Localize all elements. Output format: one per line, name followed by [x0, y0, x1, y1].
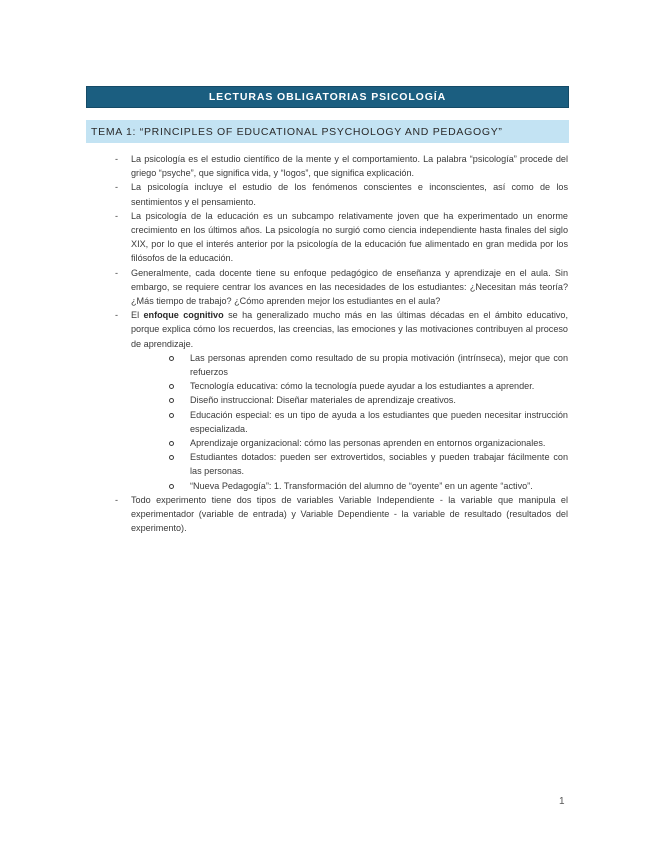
list-item-text: Generalmente, cada docente tiene su enfoque pedagógico de enseñanza y aprendizaje en el aula. Sin embargo, se requiere centrar los avances en las necesidades de los estudiantes: ¿Necesitan más teoría? ¿Más tiempo de trabajo? ¿Cómo aprenden mejor los estudiantes en el aula? — [131, 267, 568, 307]
page-number: 1 — [559, 796, 565, 807]
list-item-text: La psicología de la educación es un subcampo relativamente joven que ha experimentado un enorme crecimiento en los últimos años. La psicología no surgió como ciencia independiente hasta finales del siglo XIX, por lo que el interés anterior por la psicología de la educación fue alimentado en gran medida por los filósofos de la educación. — [131, 210, 568, 264]
sub-list-item-text: Aprendizaje organizacional: cómo las personas aprenden en entornos organizacionales. — [190, 438, 546, 449]
sub-list-item-text: Las personas aprenden como resultado de su propia motivación (intrínseca), mejor que con refuerzos — [190, 352, 568, 378]
list-item — [110, 209, 568, 266]
topic-heading: TEMA 1: “PRINCIPLES OF EDUCATIONAL PSYCHOLOGY AND PEDAGOGY” — [91, 125, 503, 138]
dash-bullet-icon: - — [115, 267, 119, 278]
dash-bullet-icon: - — [115, 494, 119, 505]
title-banner — [86, 86, 569, 108]
sub-bullet-list — [131, 351, 568, 493]
list-item — [110, 180, 568, 208]
dash-bullet-icon: - — [115, 154, 119, 164]
sub-list-item-text: “Nueva Pedagogía”: 1. Transformación del alumno de “oyente” en un agente “activo”. — [190, 480, 533, 491]
circle-bullet-icon — [169, 398, 174, 403]
sub-list-item — [168, 408, 568, 436]
list-item-text: Todo experimento tiene dos tipos de variables Variable Independiente - la variable que manipula el experimentador (variable de entrada) y Variable Dependiente - la variable de resultado (resultados del experimento). — [131, 494, 568, 534]
sub-list-item-text: Educación especial: es un tipo de ayuda a los estudiantes que pueden necesitar instrucción especializada. — [190, 409, 568, 434]
circle-bullet-icon — [169, 384, 174, 389]
dash-bullet-icon: - — [115, 182, 119, 193]
list-item-text-prefix: El — [131, 310, 144, 321]
dash-bullet-icon: - — [115, 210, 119, 221]
circle-bullet-icon — [169, 356, 174, 361]
sub-list-item — [168, 450, 568, 478]
list-item-text: La psicología incluye el estudio de los fenómenos conscientes e inconscientes, así como de los sentimientos y el pensamiento. — [131, 182, 568, 207]
sub-list-item-text: Tecnología educativa: cómo la tecnología puede ayudar a los estudiantes a aprender. — [190, 381, 535, 392]
sub-list-item-text: Diseño instruccional: Diseñar materiales de aprendizaje creativos. — [190, 395, 456, 406]
circle-bullet-icon — [169, 441, 174, 446]
dash-bullet-icon: - — [115, 310, 119, 321]
main-bullet-list — [110, 152, 568, 535]
topic-banner — [86, 120, 569, 143]
list-item — [110, 266, 568, 309]
sub-list-item — [168, 479, 568, 493]
sub-list-item — [168, 351, 568, 379]
document-body — [110, 152, 568, 535]
circle-bullet-icon — [169, 484, 174, 489]
bold-term: enfoque cognitivo — [143, 310, 224, 321]
circle-bullet-icon — [169, 455, 174, 460]
list-item — [110, 493, 568, 536]
list-item — [110, 152, 568, 180]
sub-list-item-text: Estudiantes dotados: pueden ser extrovertidos, sociables y pueden trabajar fácilmente con las personas. — [190, 452, 568, 477]
list-item-text-suffix: se ha generalizado mucho más en las últimas décadas en el ámbito educativo, porque explica cómo los recuerdos, las creencias, las emociones y las motivaciones contribuyen al proceso de aprendizaje. — [131, 310, 568, 349]
document-title: LECTURAS OBLIGATORIAS PSICOLOGÍA — [208, 91, 447, 103]
sub-list-item — [168, 379, 568, 393]
sub-list-item — [168, 393, 568, 407]
list-item-cognitive-approach — [110, 308, 568, 493]
list-item-text: La psicología es el estudio científico de la mente y el comportamiento. La palabra “psicología” procede del griego “psyche”, que significa vida, y “logos”, que significa explicación. — [131, 154, 568, 179]
sub-list-item — [168, 436, 568, 450]
circle-bullet-icon — [169, 413, 174, 418]
